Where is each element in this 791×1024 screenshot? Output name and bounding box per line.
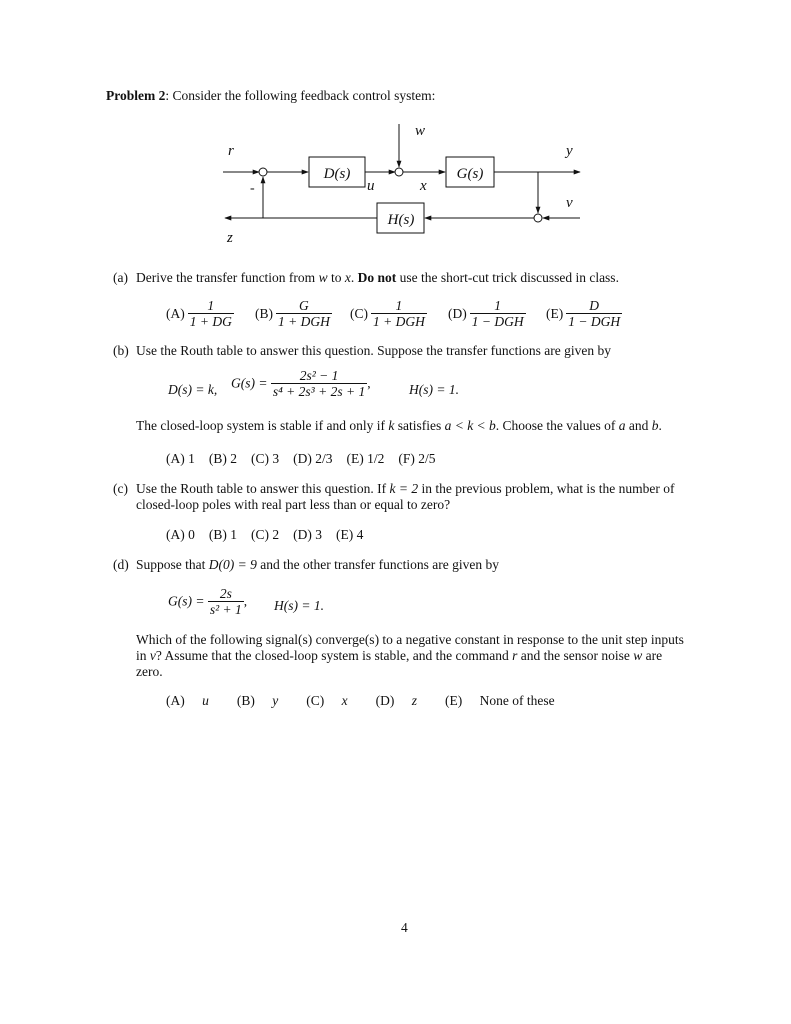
part-b-options <box>166 451 450 467</box>
part-b-text: Use the Routh table to answer this question. Suppose the transfer functions are given by <box>136 343 612 358</box>
signal-w: w <box>415 123 426 139</box>
part-c-line1: Use the Routh table to answer this question. If k = 2 in the previous problem, what is the number of <box>136 481 675 496</box>
part-c-option-E[interactable]: (E) 4 <box>336 527 364 542</box>
summing-junction-3 <box>534 214 542 222</box>
part-a-option-E[interactable]: (E) $\frac{D}{\text{1 − DGH}}$ <box>546 298 621 329</box>
part-a-label: (a) <box>113 270 128 285</box>
part-c-option-A[interactable]: (A) 0 <box>166 527 195 542</box>
part-b-option-E[interactable]: (E) 1/2 <box>346 451 385 466</box>
problem-label: Problem 2 <box>106 88 166 103</box>
part-d-text: Suppose that D(0) = 9 and the other transfer functions are given by <box>136 557 500 572</box>
block-diagram <box>0 0 791 260</box>
part-b-option-F[interactable]: (F) 2/5 <box>398 451 436 466</box>
part-c-option-B[interactable]: (B) 1 <box>208 527 237 542</box>
part-b-option-A[interactable]: (A) 1 <box>166 451 195 466</box>
part-d-line3: zero. <box>136 664 163 679</box>
signal-z: z <box>227 230 233 246</box>
problem-intro: : Consider the following feedback control system: <box>165 88 436 103</box>
minus-sign: - <box>250 181 255 196</box>
summing-junction-1 <box>259 168 267 176</box>
part-d-option-B[interactable]: (B) y <box>236 693 279 708</box>
part-a-option-B[interactable]: (B) $\frac{G}{\text{1 + DGH}}$ <box>255 298 330 329</box>
part-c-options <box>166 527 377 543</box>
part-b-option-D[interactable]: (D) 2/3 <box>293 451 333 466</box>
part-b-eq-H: H(s) = 1. <box>409 382 459 397</box>
part-c-line2: closed-loop poles with real part less than or equal to zero? <box>136 497 451 512</box>
signal-v: v <box>566 195 573 211</box>
part-d-eq-H: H(s) = 1. <box>274 598 324 613</box>
part-d-option-A[interactable]: (A) u <box>166 693 209 708</box>
part-b-label: (b) <box>113 343 129 358</box>
block-D-label: D(s) <box>323 166 351 182</box>
part-c-option-C[interactable]: (C) 2 <box>251 527 280 542</box>
summing-junction-2 <box>395 168 403 176</box>
part-c-option-D[interactable]: (D) 3 <box>293 527 322 542</box>
part-d-label: (d) <box>113 557 129 572</box>
part-d-option-C[interactable]: (C) x <box>306 693 348 708</box>
part-d-line2: in v? Assume that the closed-loop system is stable, and the command r and the sensor noise w are <box>136 648 663 663</box>
block-H-label: H(s) <box>387 212 415 228</box>
part-b-text2: The closed-loop system is stable if and only if k satisfies a < k < b. Choose the values of a and b. <box>136 418 662 433</box>
part-d-line1: Which of the following signal(s) converge(s) to a negative constant in response to the unit step inputs <box>136 632 684 647</box>
part-d-eq-G: G(s) = $\frac{2s}{\text{s² + 1}}$ , <box>168 586 248 617</box>
part-b-eq-G: G(s) = $\frac{\text{2s² − 1}}{\text{s⁴ + 2s³ + 2s + 1}}$ , <box>231 368 371 399</box>
part-d-options <box>166 693 583 709</box>
part-b-option-C[interactable]: (C) 3 <box>251 451 280 466</box>
signal-x: x <box>420 178 427 194</box>
signal-y: y <box>566 143 573 159</box>
part-d-option-D[interactable]: (D) z <box>375 693 418 708</box>
part-d-option-E[interactable]: (E) None of these <box>445 693 555 708</box>
part-a-option-C[interactable]: (C) $\frac{1}{\text{1 + DGH}}$ <box>350 298 425 329</box>
part-a-text: Derive the transfer function from w to x. Do not use the short-cut trick discussed in class. <box>136 270 619 285</box>
part-c-label: (c) <box>113 481 128 496</box>
page-number: 4 <box>401 920 408 935</box>
part-b-option-B[interactable]: (B) 2 <box>208 451 237 466</box>
signal-u: u <box>367 178 375 194</box>
part-b-eq-D: D(s) = k, <box>168 382 218 397</box>
part-a-option-D[interactable]: (D) $\frac{1}{\text{1 − DGH}}$ <box>448 298 524 329</box>
part-a-option-A[interactable]: (A) $\frac{1}{1 + DG}$ <box>166 298 232 329</box>
block-G-label: G(s) <box>456 166 484 182</box>
signal-r: r <box>228 143 234 159</box>
